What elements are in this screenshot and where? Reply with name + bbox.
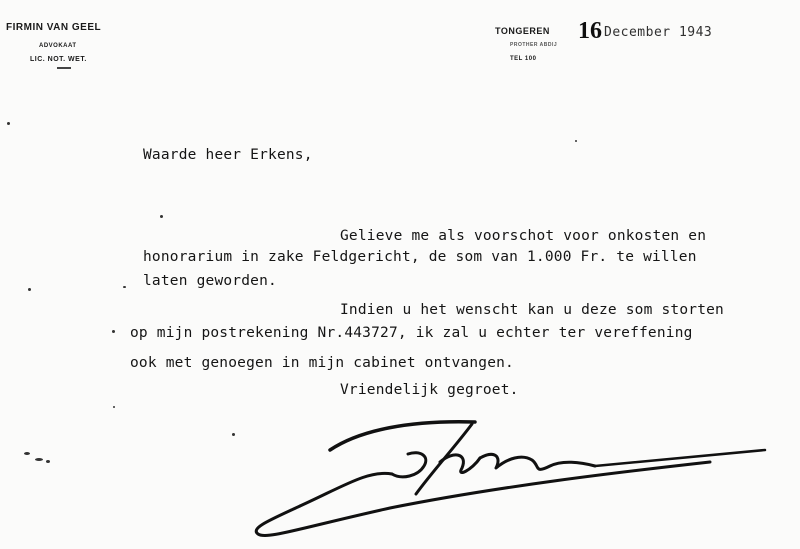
para1-line2: honorarium in zake Feldgericht, de som van 1.000 Fr. te willen	[143, 249, 697, 265]
scan-speck	[232, 433, 235, 436]
letter-closing: Vriendelijk gegroet.	[340, 382, 519, 398]
scan-speck	[28, 288, 31, 291]
letterhead-title2: LIC. NOT. WET.	[30, 56, 87, 63]
letterhead-name: FIRMIN VAN GEEL	[6, 22, 102, 33]
scan-speck	[24, 452, 30, 455]
scan-speck	[7, 122, 10, 125]
letterhead-city: TONGEREN	[495, 26, 550, 36]
scan-speck	[112, 330, 115, 333]
letterhead-title: ADVOKAAT	[39, 43, 77, 49]
letterhead-street: PROTHER ABDIJ	[510, 42, 558, 48]
date-day: 16	[578, 18, 602, 44]
letterhead-divider	[57, 67, 71, 69]
para2-line1: Indien u het wenscht kan u deze som storten	[340, 302, 724, 318]
scan-speck	[575, 140, 577, 142]
handwritten-signature	[240, 410, 780, 545]
para1-line1: Gelieve me als voorschot voor onkosten en	[340, 228, 707, 244]
scan-speck	[160, 215, 163, 218]
para2-line2: op mijn postrekening Nr.443727, ik zal u echter ter vereffening	[130, 325, 693, 341]
scan-speck	[123, 286, 126, 288]
scan-speck	[46, 460, 50, 463]
letterhead-phone: TEL 100	[510, 56, 537, 62]
scan-speck	[35, 458, 43, 461]
date-month-year: December 1943	[604, 25, 713, 40]
scan-speck	[113, 406, 115, 408]
letter-greeting: Waarde heer Erkens,	[143, 147, 313, 163]
para2-line3: ook met genoegen in mijn cabinet ontvangen.	[130, 355, 514, 371]
para1-line3: laten geworden.	[143, 273, 277, 289]
